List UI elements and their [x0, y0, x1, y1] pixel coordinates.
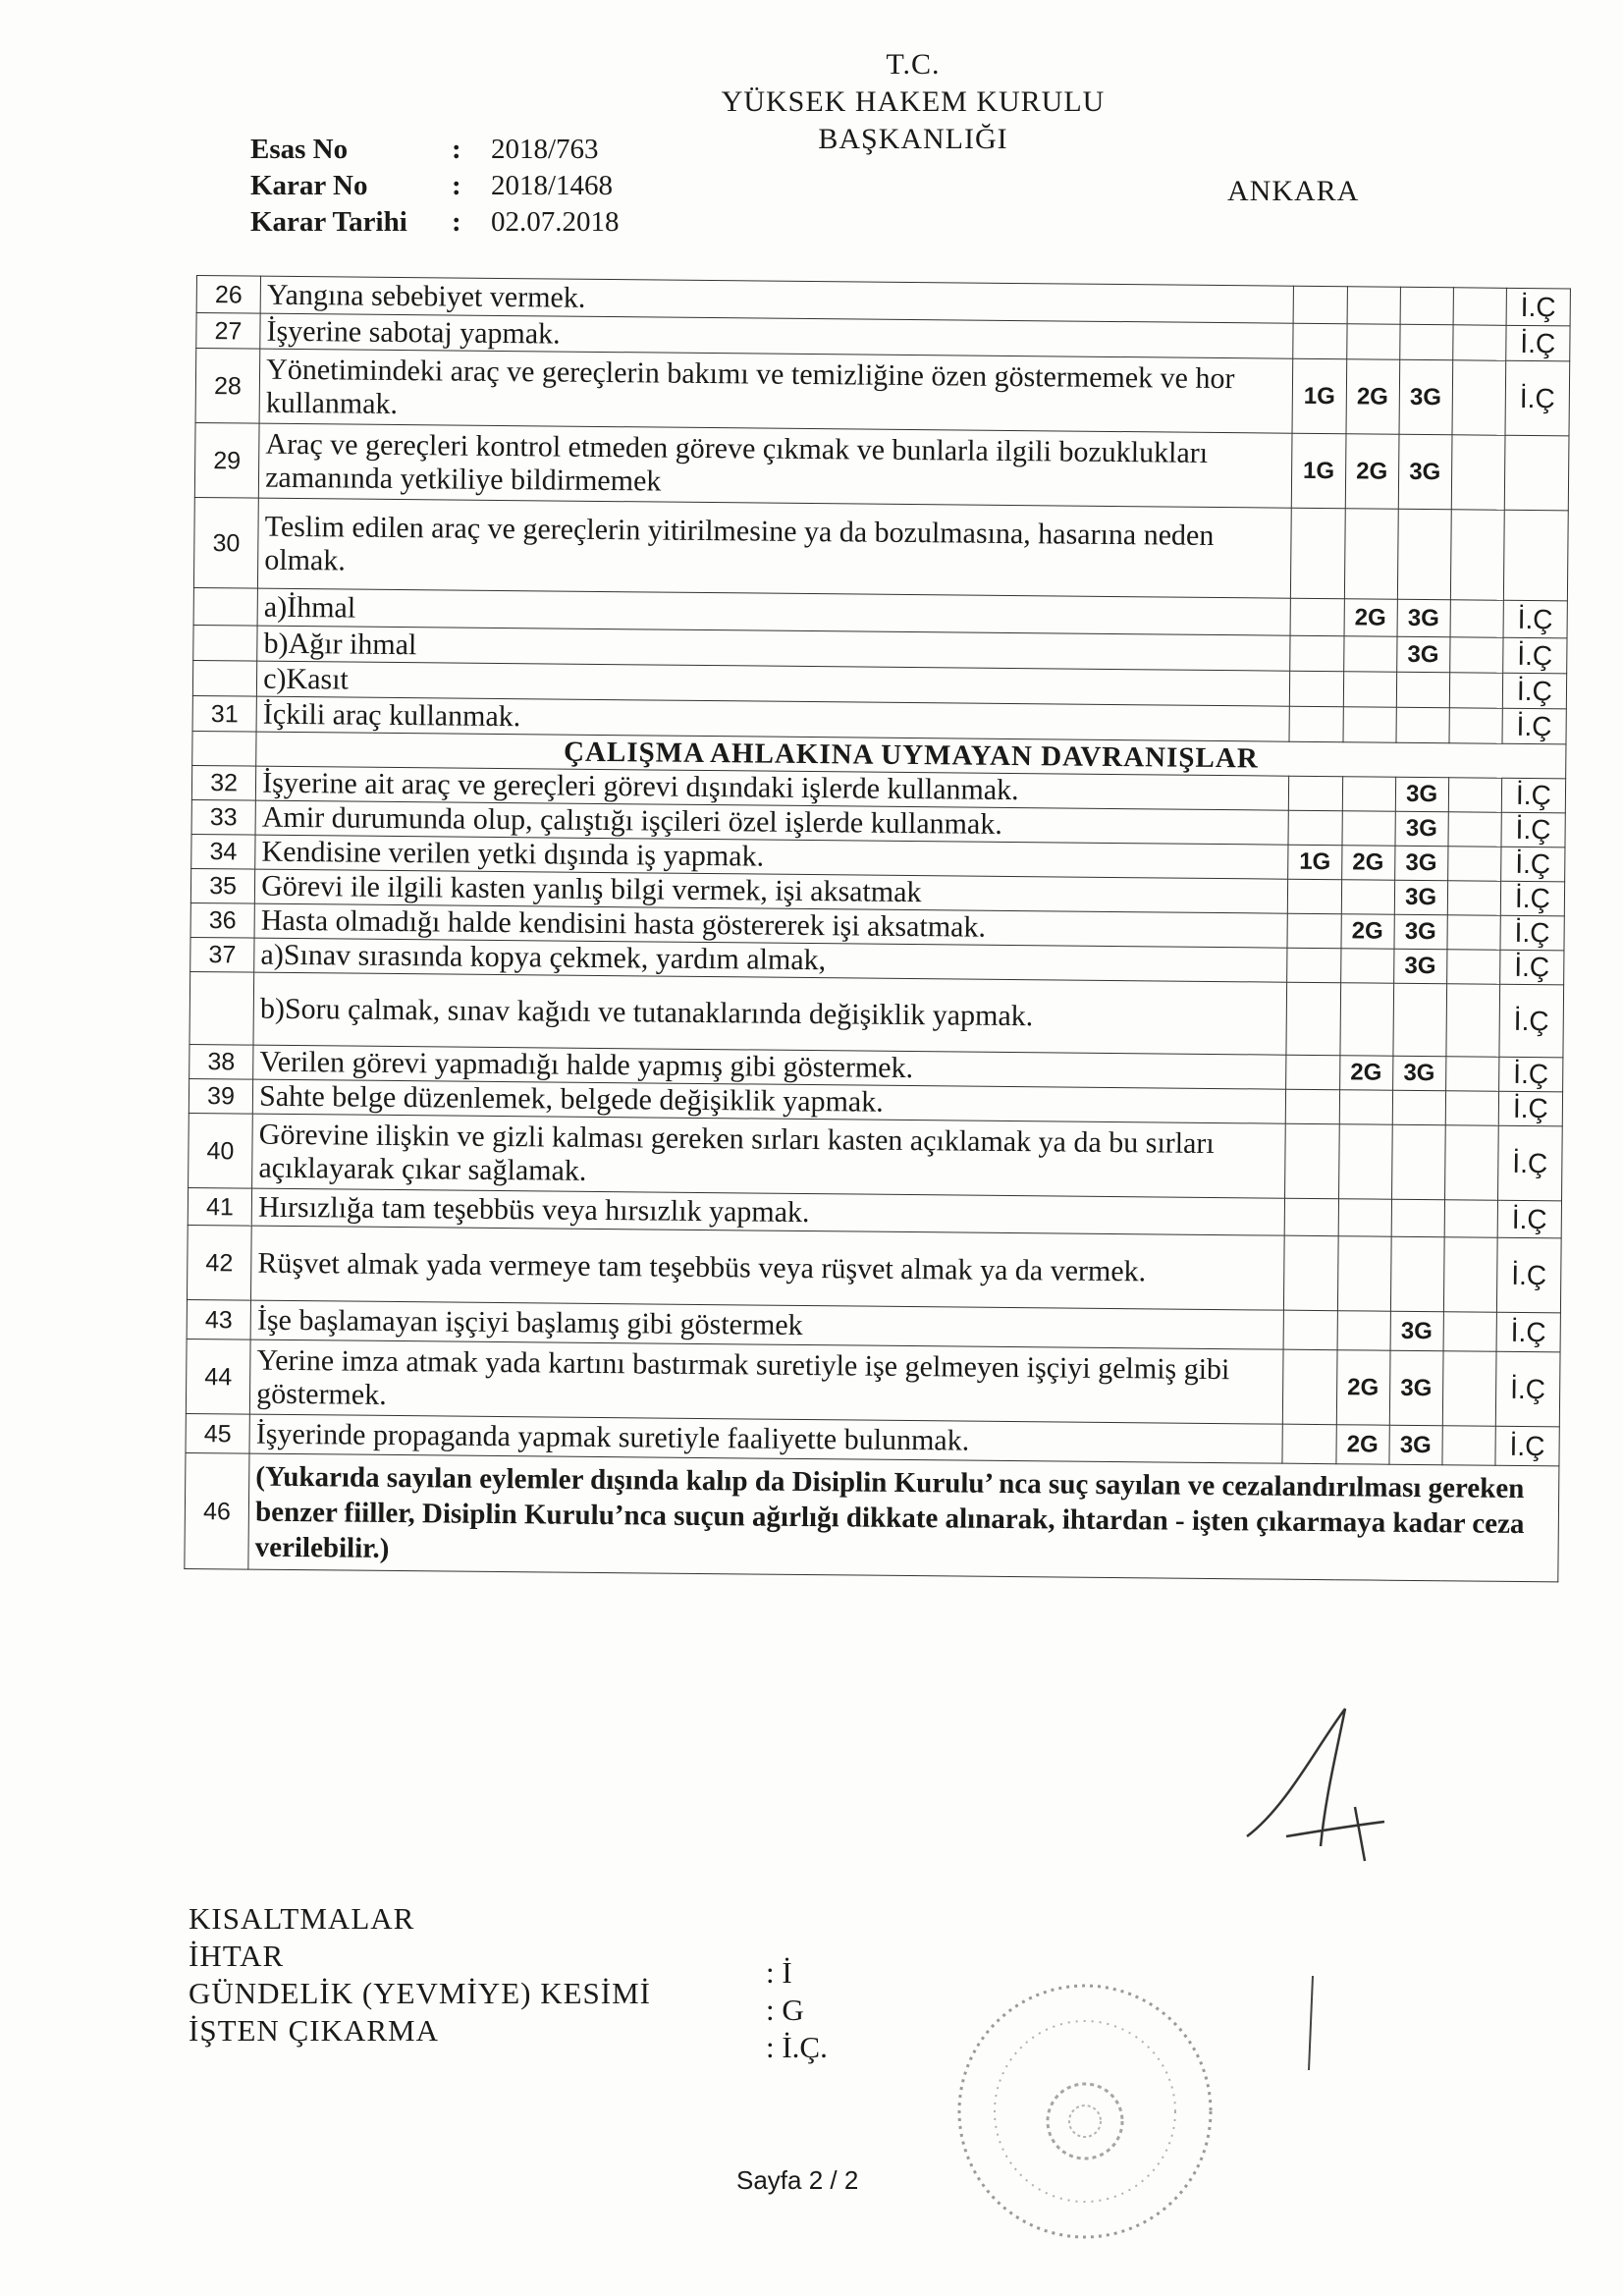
- penalty-cell-4: [1452, 325, 1505, 361]
- penalty-cell-1: [1290, 635, 1343, 672]
- header-presidency: BAŞKANLIĞI: [818, 123, 1008, 155]
- penalty-cell-1: [1286, 1055, 1339, 1090]
- penalty-cell-1: 1G: [1292, 433, 1346, 509]
- penalty-cell-3: [1396, 707, 1449, 743]
- meta-esas: [250, 132, 620, 168]
- row-number: 44: [186, 1339, 250, 1414]
- penalty-cell-3: [1399, 324, 1452, 360]
- penalty-cell-1: 1G: [1292, 358, 1346, 434]
- penalty-cell-1: [1284, 1235, 1338, 1311]
- penalty-cell-3: 3G: [1392, 1056, 1445, 1091]
- section-no-cell: [192, 731, 256, 766]
- penalty-cell-2: [1347, 287, 1400, 325]
- penalty-cell-3: 3G: [1395, 777, 1448, 812]
- row-number: 35: [190, 868, 254, 903]
- penalty-cell-3: 3G: [1394, 880, 1447, 915]
- penalty-cell-1: [1287, 913, 1340, 949]
- row-number: [189, 971, 254, 1045]
- meta-tarih-label: Karar Tarihi: [250, 206, 407, 238]
- penalty-cell-4: [1445, 1057, 1498, 1092]
- row-number: 38: [189, 1044, 253, 1079]
- penalty-cell-4: [1451, 435, 1505, 511]
- row-text: Yönetimindeki araç ve gereçlerin bakımı ve temizliğine özen göstermemek ve hor kullanmak.: [259, 349, 1293, 433]
- penalty-cell-2: 2G: [1340, 914, 1393, 950]
- penalty-cell-3: [1400, 287, 1453, 325]
- row-text: Kendisine verilen yetki dışında iş yapmak.: [255, 835, 1289, 879]
- penalty-cell-1: [1282, 1424, 1335, 1464]
- penalty-cell-2: [1339, 983, 1393, 1057]
- penalty-cell-3: 3G: [1393, 949, 1446, 984]
- abbr-value-gundelik: : G: [766, 1993, 804, 2027]
- meta-esas-value: 2018/763: [491, 134, 599, 165]
- penalty-cell-4: [1453, 288, 1506, 326]
- dismissal-cell: İ.Ç: [1499, 950, 1564, 985]
- row-number: [193, 587, 258, 626]
- row-text: Görevi ile ilgili kasten yanlış bilgi vermek, işi aksatmak: [254, 869, 1288, 913]
- penalty-cell-4: [1444, 1125, 1498, 1201]
- penalty-cell-2: 2G: [1336, 1350, 1390, 1426]
- table-row: [195, 349, 1570, 436]
- row-number: 27: [196, 313, 260, 350]
- row-number: 42: [187, 1225, 251, 1300]
- dismissal-cell: İ.Ç: [1506, 288, 1571, 326]
- meta-tarih-value: 02.07.2018: [491, 206, 620, 238]
- meta-sep: :: [452, 206, 461, 238]
- abbr-label-gundelik: GÜNDELİK (YEVMİYE) KESİMİ: [189, 1976, 651, 2010]
- meta-sep: :: [452, 170, 461, 201]
- dismissal-cell: İ.Ç: [1500, 847, 1565, 882]
- penalty-cell-4: [1445, 1091, 1498, 1126]
- penalty-cell-2: 2G: [1346, 359, 1400, 435]
- row-text: Sahte belge düzenlemek, belgede değişiklik yapmak.: [252, 1079, 1286, 1123]
- penalty-cell-1: [1285, 1123, 1339, 1199]
- penalty-cell-1: [1283, 1310, 1336, 1350]
- penalty-cell-3: [1396, 672, 1449, 708]
- row-number: 29: [194, 422, 259, 498]
- penalty-cell-4: [1443, 1237, 1497, 1313]
- dismissal-cell: [1503, 510, 1568, 601]
- penalty-cell-1: [1288, 879, 1341, 914]
- row-text: İşyerinde propaganda yapmak suretiyle faaliyette bulunmak.: [249, 1414, 1283, 1463]
- abbr-label-ihtar: İHTAR: [189, 1939, 285, 1973]
- penalty-cell-1: [1294, 286, 1347, 324]
- row-text: İşyerine ait araç ve gereçleri görevi dışındaki işlerde kullanmak.: [256, 766, 1290, 810]
- penalty-cell-2: [1338, 1199, 1391, 1237]
- dismissal-cell: İ.Ç: [1497, 1200, 1562, 1238]
- dismissal-cell: İ.Ç: [1502, 637, 1567, 674]
- official-seal: [947, 1974, 1222, 2249]
- row-text: b)Soru çalmak, sınav kağıdı ve tutanaklarında değişiklik yapmak.: [253, 972, 1287, 1055]
- penalty-cell-4: [1452, 360, 1506, 436]
- penalty-cell-2: [1343, 707, 1396, 743]
- penalty-cell-4: [1444, 1200, 1497, 1238]
- row-number: 28: [195, 349, 260, 424]
- row-text: Yerine imza atmak yada kartını bastırmak suretiyle işe gelmeyen işçiyi gelmiş gibi göstermek.: [250, 1339, 1284, 1424]
- table-row: [189, 971, 1564, 1057]
- dismissal-cell: İ.Ç: [1502, 673, 1567, 709]
- header-tc: T.C.: [886, 48, 941, 81]
- dismissal-cell: [1504, 435, 1569, 511]
- row-text: Amir durumunda olup, çalıştığı işçileri özel işlerde kullanmak.: [255, 800, 1289, 845]
- row-text: a)Sınav sırasında kopya çekmek, yardım almak,: [254, 938, 1288, 982]
- abbr-value-ihtar: : İ: [766, 1955, 792, 1990]
- penalty-cell-2: [1344, 509, 1398, 600]
- penalty-cell-3: [1390, 1236, 1444, 1312]
- penalty-cell-3: [1391, 1124, 1445, 1200]
- dismissal-cell: İ.Ç: [1505, 360, 1570, 436]
- row-text: Hırsızlığa tam teşebbüs veya hırsızlık yapmak.: [251, 1188, 1285, 1235]
- penalty-cell-3: 3G: [1397, 599, 1450, 637]
- penalty-cell-4: [1446, 950, 1499, 985]
- penalty-cell-3: 3G: [1398, 434, 1452, 510]
- signature: [1227, 1689, 1424, 1866]
- row-number: 39: [189, 1078, 252, 1114]
- penalty-table: [184, 275, 1571, 1582]
- penalty-cell-1: [1289, 776, 1342, 811]
- row-text: İçkili araç kullanmak.: [256, 696, 1290, 741]
- penalty-cell-2: 2G: [1335, 1425, 1388, 1465]
- row-number: 46: [185, 1452, 249, 1569]
- penalty-cell-3: [1391, 1199, 1444, 1237]
- row-text: Hasta olmadığı halde kendisini hasta göstererek işi aksatmak.: [254, 903, 1288, 948]
- penalty-cell-1: [1290, 671, 1343, 707]
- penalty-cell-3: 3G: [1390, 1311, 1443, 1351]
- penalty-cell-4: [1448, 812, 1501, 847]
- row-number: 32: [191, 765, 255, 800]
- meta-tarih: [250, 204, 620, 241]
- penalty-cell-4: [1447, 915, 1500, 951]
- penalty-cell-2: [1341, 880, 1394, 915]
- dismissal-cell: İ.Ç: [1495, 1351, 1560, 1427]
- penalty-cell-4: [1449, 708, 1502, 744]
- penalty-cell-1: [1293, 323, 1346, 359]
- penalty-cell-4: [1446, 984, 1500, 1058]
- dismissal-cell: İ.Ç: [1499, 984, 1564, 1058]
- section-title: ÇALIŞMA AHLAKINA UYMAYAN DAVRANIŞLAR: [256, 732, 1566, 779]
- row-text: Verilen görevi yapmadığı halde yapmış gibi göstermek.: [253, 1045, 1287, 1089]
- row46-body: [185, 1452, 1559, 1581]
- penalty-cell-3: 3G: [1394, 846, 1447, 881]
- penalty-cell-4: [1447, 881, 1500, 916]
- penalty-cell-3: [1393, 983, 1447, 1057]
- penalty-cell-3: 3G: [1389, 1350, 1443, 1426]
- table-row: [189, 1113, 1563, 1200]
- abbreviations-title: KISALTMALAR: [189, 1901, 415, 1936]
- penalty-cell-2: [1338, 1124, 1392, 1200]
- table-row: [194, 422, 1569, 510]
- penalty-cell-2: 2G: [1341, 846, 1394, 881]
- row-text: (Yukarıda sayılan eylemler dışında kalıp da Disiplin Kurulu’ nca suç sayılan ve cezalandırılması gereken benzer fiiller, Disiplin Kurulu’nca suçun ağırlığı dikkate alınarak, ihtardan - işten çıkarmaya kadar ceza verilebilir.): [248, 1453, 1559, 1582]
- penalty-table-body-1: [192, 276, 1570, 744]
- penalty-cell-1: [1286, 1089, 1339, 1124]
- row-number: 43: [187, 1299, 251, 1339]
- margin-stroke: [1301, 1974, 1321, 2072]
- penalty-cell-1: [1287, 948, 1340, 983]
- penalty-cell-2: [1343, 636, 1396, 673]
- penalty-cell-4: [1443, 1312, 1496, 1352]
- abbreviations: [189, 1900, 651, 2050]
- row-number: [193, 625, 257, 661]
- row-number: 33: [191, 799, 255, 835]
- row-text: b)Ağır ihmal: [257, 626, 1291, 671]
- table-row: [186, 1339, 1560, 1426]
- row-text: Yangına sebebiyet vermek.: [260, 276, 1294, 323]
- meta-karar: [250, 168, 620, 204]
- dismissal-cell: İ.Ç: [1498, 1091, 1563, 1126]
- penalty-cell-4: [1442, 1426, 1495, 1466]
- dismissal-cell: İ.Ç: [1496, 1312, 1561, 1352]
- row-number: 34: [191, 834, 255, 869]
- row-text: Rüşvet almak yada vermeye tam teşebbüs veya rüşvet almak ya da vermek.: [251, 1226, 1285, 1310]
- meta-karar-value: 2018/1468: [491, 170, 614, 201]
- penalty-cell-4: [1449, 637, 1502, 674]
- table-row: [185, 1452, 1559, 1581]
- dismissal-cell: İ.Ç: [1496, 1237, 1561, 1313]
- row-number: 26: [196, 276, 261, 314]
- penalty-cell-3: 3G: [1396, 636, 1449, 673]
- penalty-cell-1: [1285, 1198, 1338, 1236]
- penalty-cell-2: 2G: [1344, 599, 1397, 637]
- penalty-cell-3: 3G: [1395, 811, 1448, 847]
- penalty-cell-2: 2G: [1339, 1056, 1392, 1091]
- row-text: Görevine ilişkin ve gizli kalması gereken sırları kasten açıklamak ya da bu sırları açıklayarak çıkar sağlamak.: [252, 1114, 1286, 1198]
- row-number: 37: [190, 937, 254, 972]
- penalty-cell-2: [1337, 1236, 1391, 1312]
- row-text: İşe başlamayan işçiyi başlamış gibi göstermek: [250, 1300, 1284, 1349]
- abbreviation-values: [766, 1954, 828, 2066]
- penalty-table-body-2: [186, 765, 1566, 1465]
- dismissal-cell: İ.Ç: [1501, 812, 1566, 847]
- dismissal-cell: İ.Ç: [1500, 881, 1565, 916]
- abbr-value-isten: : İ.Ç.: [766, 2030, 828, 2064]
- meta-sep: :: [452, 134, 461, 165]
- penalty-cell-4: [1442, 1351, 1496, 1427]
- penalty-cell-2: [1343, 672, 1396, 708]
- meta-block: [250, 132, 620, 241]
- penalty-cell-2: [1340, 949, 1393, 984]
- penalty-cell-4: [1448, 778, 1501, 813]
- page-number: Sayfa 2 / 2: [736, 2165, 859, 2195]
- dismissal-cell: İ.Ç: [1498, 1057, 1563, 1092]
- row-text: Araç ve gereçleri kontrol etmeden göreve çıkmak ve bunlarla ilgili bozuklukları zamanında yetkiliye bildirmemek: [258, 423, 1292, 508]
- row-text: Teslim edilen araç ve gereçlerin yitirilmesine ya da bozulmasına, hasarına neden olmak.: [258, 498, 1292, 598]
- abbr-label-isten: İŞTEN ÇIKARMA: [189, 2013, 439, 2048]
- penalty-cell-4: [1447, 847, 1500, 882]
- meta-karar-label: Karar No: [250, 170, 368, 201]
- row-number: 40: [189, 1113, 253, 1188]
- header-city: ANKARA: [1227, 175, 1360, 207]
- penalty-cell-3: 3G: [1399, 359, 1453, 435]
- dismissal-cell: İ.Ç: [1501, 778, 1566, 813]
- penalty-cell-1: [1289, 706, 1342, 742]
- row-text: a)İhmal: [257, 588, 1291, 635]
- penalty-cell-2: [1341, 811, 1394, 847]
- table-row: [187, 1225, 1561, 1312]
- dismissal-cell: İ.Ç: [1502, 708, 1567, 744]
- penalty-cell-2: [1339, 1090, 1392, 1125]
- penalty-cell-3: [1397, 509, 1451, 600]
- header-institution: YÜKSEK HAKEM KURULU: [721, 85, 1106, 118]
- row-number: 45: [186, 1413, 250, 1453]
- penalty-cell-4: [1449, 673, 1502, 709]
- penalty-cell-1: [1283, 1349, 1337, 1425]
- penalty-cell-1: [1286, 982, 1340, 1056]
- dismissal-cell: İ.Ç: [1506, 325, 1571, 361]
- penalty-cell-1: 1G: [1288, 845, 1341, 880]
- penalty-cell-2: [1342, 777, 1395, 812]
- penalty-cell-3: 3G: [1394, 914, 1447, 950]
- penalty-cell-2: [1337, 1311, 1390, 1351]
- penalty-cell-2: 2G: [1345, 434, 1399, 510]
- row-number: [192, 660, 256, 696]
- dismissal-cell: İ.Ç: [1495, 1426, 1560, 1466]
- row-number: 41: [188, 1187, 252, 1226]
- row-number: 36: [190, 902, 254, 938]
- meta-esas-label: Esas No: [250, 134, 349, 165]
- penalty-cell-4: [1450, 510, 1504, 601]
- row-text: c)Kasıt: [257, 661, 1291, 706]
- penalty-cell-1: [1291, 508, 1345, 599]
- row-text: İşyerine sabotaj yapmak.: [260, 313, 1294, 358]
- dismissal-cell: İ.Ç: [1503, 600, 1568, 638]
- penalty-cell-4: [1450, 600, 1503, 638]
- row-number: 31: [192, 695, 256, 732]
- table-row: [193, 497, 1568, 600]
- penalty-cell-2: [1346, 324, 1399, 360]
- row-number: 30: [193, 497, 258, 588]
- penalty-cell-3: [1392, 1090, 1445, 1125]
- dismissal-cell: İ.Ç: [1500, 915, 1565, 951]
- penalty-cell-3: 3G: [1389, 1425, 1442, 1465]
- dismissal-cell: İ.Ç: [1497, 1125, 1562, 1201]
- penalty-cell-1: [1288, 810, 1341, 846]
- penalty-cell-1: [1290, 598, 1343, 636]
